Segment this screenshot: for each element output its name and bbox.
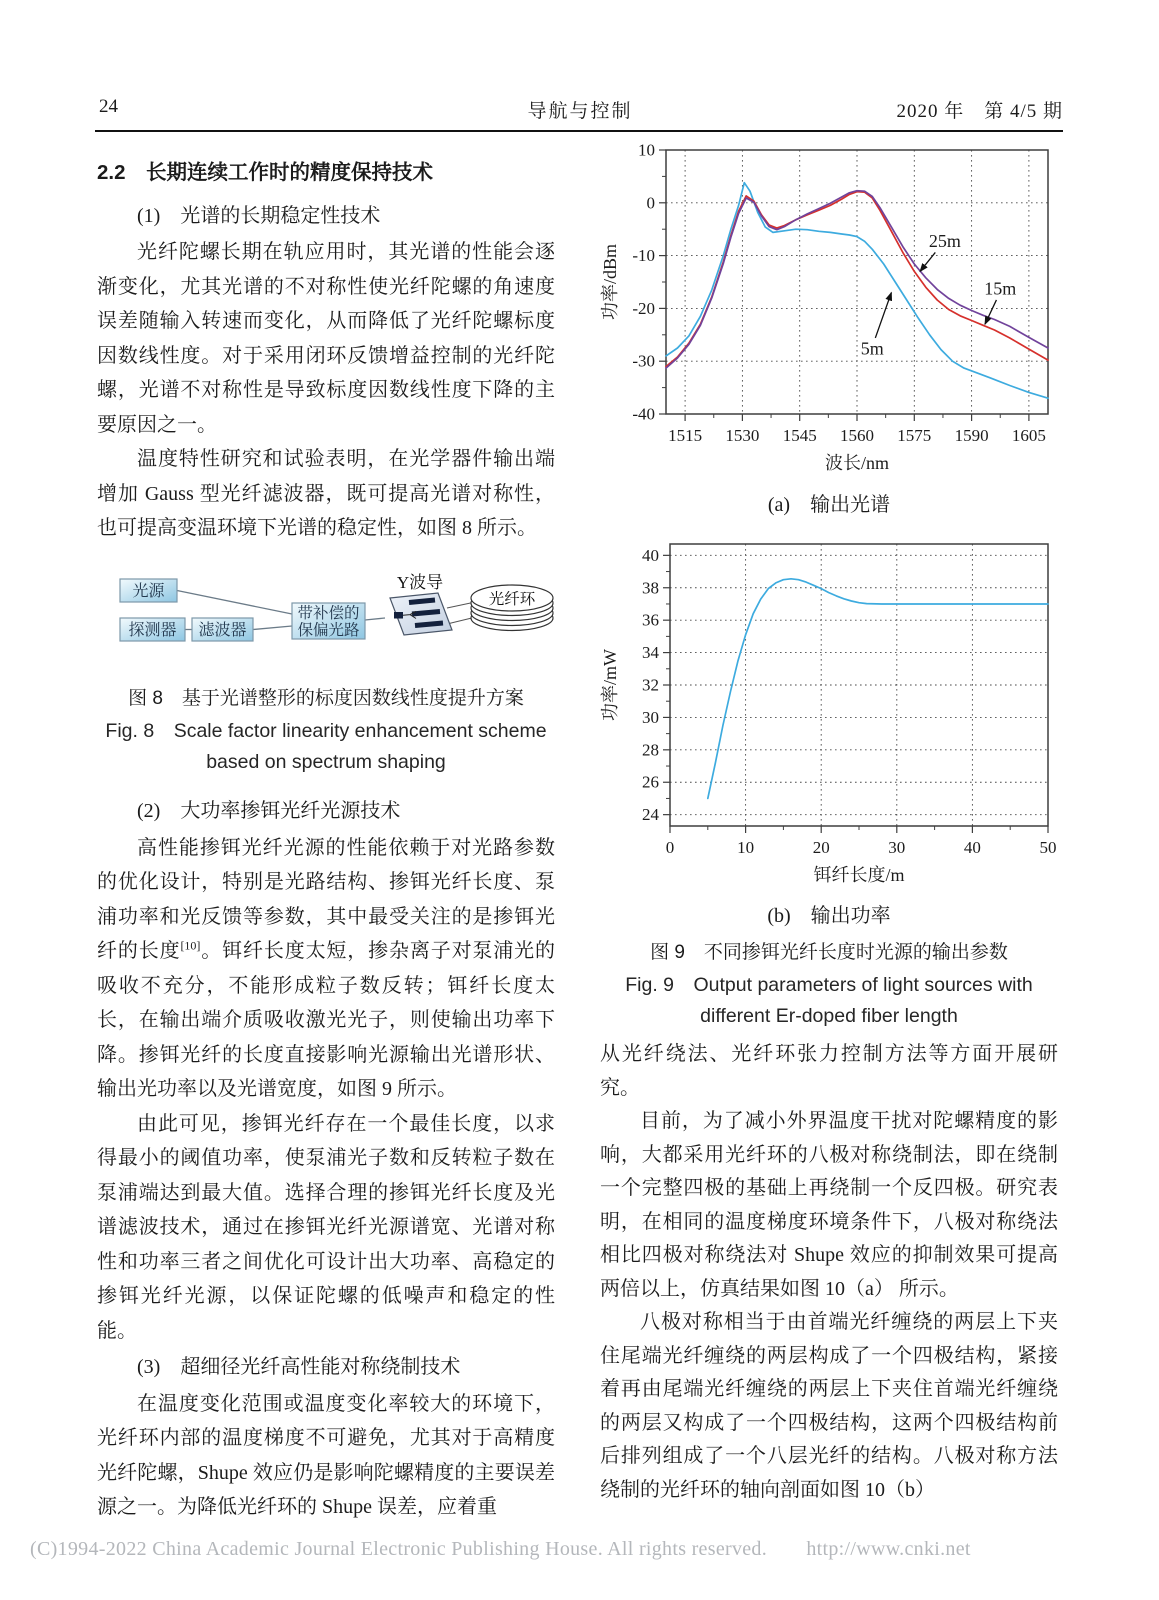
svg-text:34: 34 <box>642 642 659 662</box>
paragraph-3 <box>97 831 555 1107</box>
reference-10: [10] <box>180 938 201 953</box>
connector-filter-to-path <box>253 626 292 630</box>
svg-text:-40: -40 <box>632 404 655 424</box>
optical-scheme-svg <box>97 556 557 668</box>
svg-text:1560: 1560 <box>840 426 874 445</box>
svg-text:15m: 15m <box>984 278 1017 299</box>
right-paragraph-3: 八极对称相当于由首端光纤缠绕的两层上下夹住尾端光纤缠绕的两层构成了一个四极结构，紧接着再由尾端光纤缠绕的两层上下夹住首端光纤缠绕的两层又构成了一个四极结构，这两个四极结构前后排列组成了一个八层光纤的结构。八极对称方法绕制的光纤环的轴向剖面如图 10（b） <box>600 1311 1058 1501</box>
pm-path-label-line1: 带补偿的 <box>297 604 360 622</box>
paragraph-3-text-cont: 。铒纤长度太短，掺杂离子对泵浦光的吸收不充分，不能形成粒子数反转；铒纤长度太长，在输出端介质吸收激光光子，则使输出功率下降。掺铒光纤的长度直接影响光源输出光谱形状、输出光功率以及光谱宽度，如图 9 所示。 <box>97 940 556 1100</box>
chip-electrode-top <box>409 600 435 603</box>
svg-text:36: 36 <box>642 610 659 630</box>
figure-8-caption-en-line1: Fig. 8 Scale factor linearity enhancement scheme <box>105 720 547 742</box>
svg-text:40: 40 <box>642 545 659 565</box>
svg-text:10: 10 <box>737 837 755 857</box>
paragraph-1: 光纤陀螺长期在轨应用时，其光谱的性能会逐渐变化，尤其光谱的不对称性使光纤陀螺的角速度误差随输入转速而变化，从而降低了光纤陀螺标度因数线性度。对于采用闭环反馈增益控制的光纤陀螺，光谱不对称性是导致标度因数线性度下降的主要原因之一。 <box>97 241 555 436</box>
svg-text:-10: -10 <box>632 246 655 266</box>
paragraph-3-text: 高性能掺铒光纤光源的性能依赖于对光路参数的优化设计，特别是光路结构、掺铒光纤长度、泵浦功率和光反馈等参数，其中最受关注的是掺铒光纤的长度 <box>97 836 555 962</box>
left-column <box>97 150 555 1525</box>
svg-text:1515: 1515 <box>668 426 703 445</box>
svg-text:30: 30 <box>642 707 659 727</box>
svg-text:功率/dBm: 功率/dBm <box>600 243 620 321</box>
svg-text:1530: 1530 <box>725 426 760 445</box>
svg-text:26: 26 <box>642 772 659 792</box>
figure-8-diagram <box>97 556 555 680</box>
svg-text:波长/nm: 波长/nm <box>824 453 890 473</box>
paragraph-4: 由此可见，掺铒光纤存在一个最佳长度，以求得最小的阈值功率，使泵浦光子数和反转粒子数在泵浦端达到最大值。选择合理的掺铒光纤长度及光谱滤波技术，通过在掺铒光纤光源谱宽、光谱对称性和功率三者之间优化可设计出大功率、高稳定的掺铒光纤光源，以保证陀螺的低噪声和稳定的性能。 <box>97 1112 555 1342</box>
page-footer <box>30 1538 1140 1561</box>
svg-text:-20: -20 <box>632 298 655 318</box>
journal-title: 导航与控制 <box>527 101 633 122</box>
svg-text:24: 24 <box>642 804 659 824</box>
subsection-1-heading: (1) 光谱的长期稳定性技术 <box>137 204 381 227</box>
svg-text:0: 0 <box>665 837 675 857</box>
svg-text:功率/mW: 功率/mW <box>600 648 620 721</box>
issue-info: 2020 年 第 4/5 期 <box>896 101 1063 122</box>
svg-text:38: 38 <box>642 577 659 597</box>
svg-text:30: 30 <box>888 837 906 857</box>
connector-source-to-path <box>177 590 292 614</box>
light-source-label: 光源 <box>132 582 165 600</box>
chart-a-svg <box>600 138 1060 476</box>
figure-9a-caption: (a) 输出光谱 <box>767 493 891 516</box>
svg-text:1575: 1575 <box>897 426 932 445</box>
right-column <box>600 138 1058 1507</box>
subsection-3-heading: (3) 超细径光纤高性能对称绕制技术 <box>137 1356 461 1378</box>
paragraph-2: 温度特性研究和试验表明，在光学器件输出端增加 Gauss 型光纤滤波器，既可提高光谱对称性，也可提高变温环境下光谱的稳定性，如图 8 所示。 <box>97 448 555 539</box>
figure-9b-caption: (b) 输出功率 <box>767 905 891 927</box>
svg-text:50: 50 <box>1039 837 1057 857</box>
figure-8-caption-cn: 图 8 基于光谱整形的标度因数线性度提升方案 <box>128 688 524 709</box>
chip-input-port <box>394 612 403 619</box>
filter-label: 滤波器 <box>198 621 247 639</box>
figure-9a-spectrum-chart <box>600 138 1060 488</box>
svg-text:20: 20 <box>812 837 830 857</box>
cnki-url[interactable]: http://www.cnki.net <box>806 1538 971 1560</box>
section-heading: 2.2 长期连续工作时的精度保持技术 <box>97 161 433 184</box>
svg-text:25m: 25m <box>928 230 961 251</box>
paragraph-5: 在温度变化范围或温度变化率较大的环境下，光纤环内部的温度梯度不可避免，尤其对于高精度光纤陀螺，Shupe 效应仍是影响陀螺精度的主要误差源之一。为降低光纤环的 Shupe 误差，应着重 <box>97 1392 555 1518</box>
svg-text:5m: 5m <box>860 338 884 359</box>
y-waveguide-label: Y波导 <box>396 572 444 592</box>
svg-text:-30: -30 <box>632 351 655 371</box>
svg-text:28: 28 <box>642 739 659 759</box>
svg-text:32: 32 <box>642 675 659 694</box>
detector-label: 探测器 <box>128 621 177 639</box>
right-paragraph-1: 从光纤绕法、光纤环张力控制方法等方面开展研究。 <box>600 1043 1058 1099</box>
svg-text:1605: 1605 <box>1011 426 1046 445</box>
svg-text:铒纤长度/m: 铒纤长度/m <box>813 864 905 885</box>
fiber-coil <box>471 585 553 631</box>
svg-text:10: 10 <box>638 140 655 160</box>
figure-8-caption-en-line2: based on spectrum shaping <box>206 751 446 773</box>
chart-b-svg <box>600 534 1060 888</box>
page-header <box>97 96 1063 124</box>
figure-9-caption-cn: 图 9 不同掺铒光纤长度时光源的输出参数 <box>650 942 1008 963</box>
figure-9b-power-chart <box>600 534 1060 900</box>
page-number: 24 <box>99 96 118 117</box>
subsection-2-heading: (2) 大功率掺铒光纤光源技术 <box>137 800 401 822</box>
right-paragraph-2: 目前，为了减小外界温度干扰对陀螺精度的影响，大都采用光纤环的八极对称绕制法，即在绕制一个完整四极的基础上再绕制一个反四极。研究表明，在相同的温度梯度环境条件下，八极对称绕法相比四极对称绕法对 Shupe 效应的抑制效果可提高两倍以上，仿真结果如图 10（a） 所示。 <box>600 1110 1058 1300</box>
figure-9-caption-en-line1: Fig. 9 Output parameters of light sources with <box>625 974 1033 996</box>
figure-9-caption-en-line2: different Er-doped fiber length <box>700 1005 958 1027</box>
svg-text:40: 40 <box>963 837 981 857</box>
svg-text:1590: 1590 <box>954 426 989 445</box>
chip-electrode-mid <box>412 611 440 614</box>
fiber-coil-label: 光纤环 <box>488 590 536 608</box>
header-rule <box>95 130 1063 132</box>
copyright-text: (C)1994-2022 China Academic Journal Electronic Publishing House. All rights reserved. <box>30 1538 768 1560</box>
svg-text:1545: 1545 <box>782 426 817 445</box>
connector-path-to-chip <box>365 618 385 620</box>
svg-text:0: 0 <box>646 193 655 213</box>
pm-path-label-line2: 保偏光路 <box>297 621 360 639</box>
chip-electrode-bottom <box>415 623 443 626</box>
